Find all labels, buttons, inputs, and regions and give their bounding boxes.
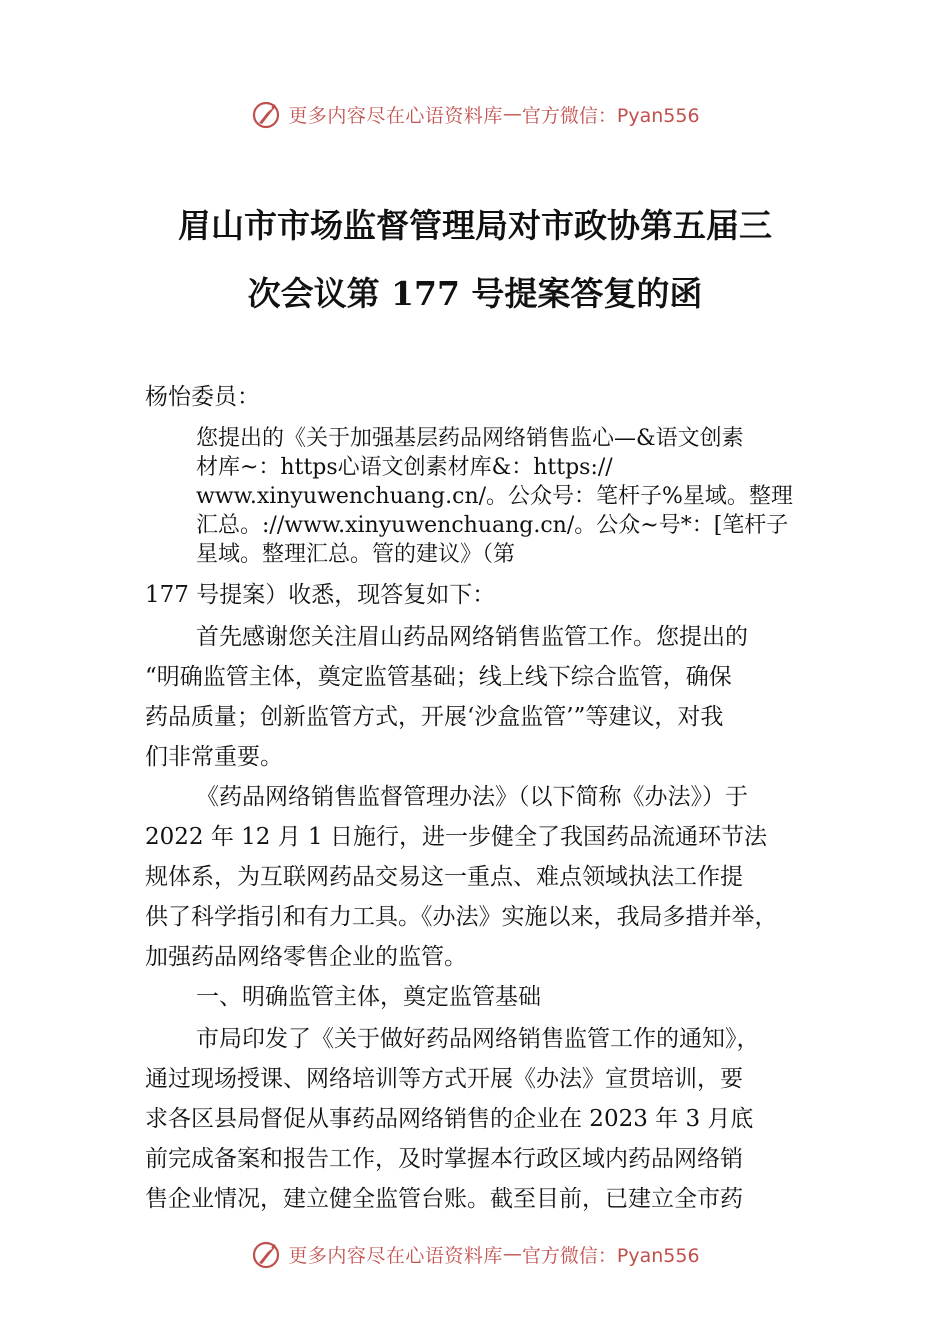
footer-banner xyxy=(0,1234,950,1274)
body-line: 2022 年 12 月 1 日施行，进一步健全了我国药品流通环节法 xyxy=(145,824,767,850)
document-title-line-1: 眉山市市场监督管理局对市政协第五届三 xyxy=(178,206,772,245)
body-line: 规体系，为互联网药品交易这一重点、难点领域执法工作提 xyxy=(145,864,743,890)
proposal-line: www.xinyuwenchuang.cn/。公众号：笔杆子%星域。整理 xyxy=(196,484,793,509)
document-title-line-2: 次会议第 177 号提案答复的函 xyxy=(247,274,703,313)
body-line: 通过现场授课、网络培训等方式开展《办法》宣贯培训，要 xyxy=(145,1066,743,1092)
proposal-line: 汇总。://www.xinyuwenchuang.cn/。公众~号*：[笔杆子 xyxy=(196,513,789,538)
header-banner xyxy=(0,94,950,134)
salutation: 杨怡委员： xyxy=(145,384,260,410)
body-line: 加强药品网络零售企业的监管。 xyxy=(145,944,467,970)
banner-separator: — xyxy=(502,103,522,125)
banner-wechat: 官方微信：Pyan556 xyxy=(521,1244,700,1267)
banner-text: 更多内容尽在心语资料库 xyxy=(288,104,503,127)
proposal-line: 您提出的《关于加强基层药品网络销售监心—&语文创素 xyxy=(196,426,744,451)
banner-separator: — xyxy=(502,1243,522,1265)
body-line: 市局印发了《关于做好药品网络销售监管工作的通知》， xyxy=(196,1026,760,1052)
banner-wechat: 官方微信：Pyan556 xyxy=(521,104,700,127)
body-line: 们非常重要。 xyxy=(145,744,283,770)
proposal-line: 星域。整理汇总。管的建议》（第 xyxy=(196,542,516,567)
banner-text: 更多内容尽在心语资料库 xyxy=(288,1244,503,1267)
body-line: 求各区县局督促从事药品网络销售的企业在 2023 年 3 月底 xyxy=(145,1106,754,1132)
body-line: 药品质量；创新监管方式，开展‘沙盒监管’”等建议，对我 xyxy=(145,704,724,730)
proposal-line: 材库~：https心语文创素材库&：https:// xyxy=(196,455,613,480)
quill-logo-icon xyxy=(250,1238,282,1270)
body-line: 前完成备案和报告工作，及时掌握本行政区域内药品网络销 xyxy=(145,1146,743,1172)
body-line: 首先感谢您关注眉山药品网络销售监管工作。您提出的 xyxy=(196,624,748,650)
body-line: “明确监管主体，奠定监管基础；线上线下综合监管，确保 xyxy=(145,664,732,690)
body-line: 《药品网络销售监督管理办法》（以下简称《办法》）于 xyxy=(196,784,748,810)
body-line: 供了科学指引和有力工具。《办法》实施以来，我局多措并举， xyxy=(145,904,778,930)
section-heading: 一、明确监管主体，奠定监管基础 xyxy=(196,984,541,1010)
body-line: 售企业情况，建立健全监管台账。截至目前，已建立全市药 xyxy=(145,1186,743,1212)
body-line: 177 号提案）收悉，现答复如下： xyxy=(145,582,496,608)
quill-logo-icon xyxy=(250,98,282,130)
